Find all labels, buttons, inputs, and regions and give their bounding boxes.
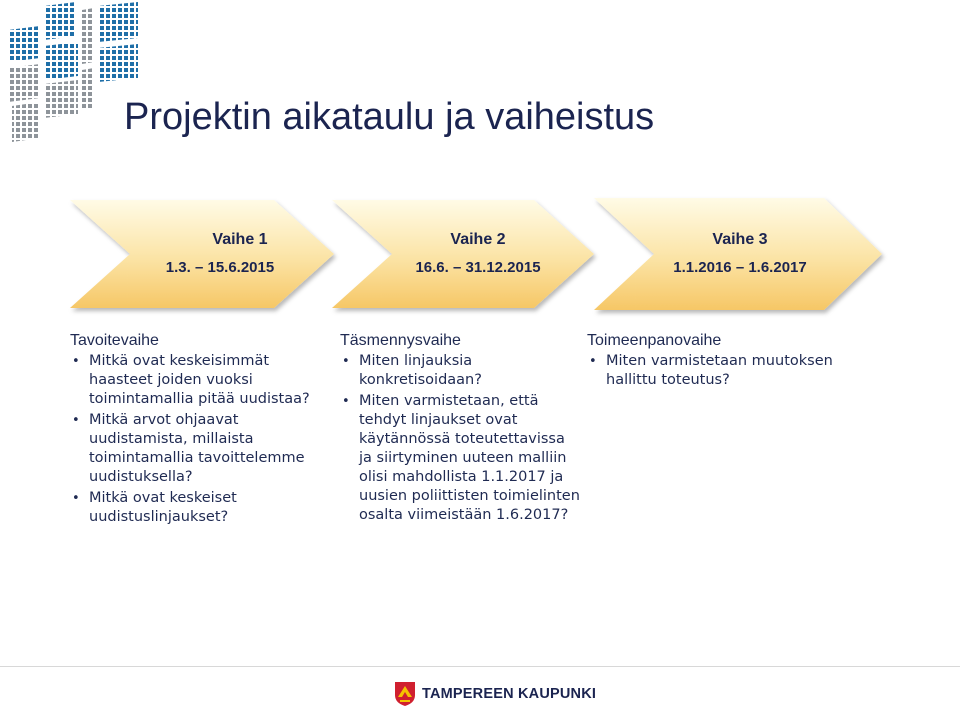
phase-1-name: Vaihe 1 bbox=[212, 231, 268, 248]
bullet-list bbox=[587, 352, 857, 390]
column-heading: Tavoitevaihe bbox=[70, 332, 159, 349]
column-toimeenpanovaihe bbox=[587, 331, 857, 392]
bullet-item: • Miten linjauksia konkretisoidaan? bbox=[340, 352, 580, 390]
city-crest-icon bbox=[394, 681, 416, 707]
column-tasmennysvaihe bbox=[340, 331, 580, 527]
phase-2-label bbox=[358, 226, 598, 282]
phase-3-label bbox=[620, 226, 860, 282]
footer bbox=[394, 680, 596, 708]
bullet-list bbox=[70, 352, 310, 527]
column-heading: Toimeenpanovaihe bbox=[587, 332, 722, 349]
phase-3-dates: 1.1.2016 – 1.6.2017 bbox=[673, 259, 807, 276]
phase-1-label bbox=[100, 226, 340, 282]
organization-logo bbox=[4, 2, 142, 142]
slide-title: Projektin aikataulu ja vaiheistus bbox=[124, 96, 655, 138]
bullet-item: • Miten varmistetaan muutoksen hallittu toteutus? bbox=[587, 352, 857, 390]
phase-2-name: Vaihe 2 bbox=[450, 231, 506, 248]
phase-3-name: Vaihe 3 bbox=[712, 231, 768, 248]
bullet-item: • Miten varmistetaan, että tehdyt linjaukset ovat käytännössä toteutettavissa ja siirtyminen uuteen malliin olisi mahdollista 1.1.2017 ja uusien poliittisten toimielinten osalta viimeistään 1.6.2017? bbox=[340, 392, 580, 525]
organization-name: TAMPEREEN KAUPUNKI bbox=[422, 686, 597, 702]
phase-1-dates: 1.3. – 15.6.2015 bbox=[165, 259, 275, 276]
bullet-item: • Mitkä ovat keskeisimmät haasteet joiden vuoksi toimintamallia pitää uudistaa? bbox=[70, 352, 310, 409]
bullet-item: • Mitkä ovat keskeiset uudistuslinjaukset? bbox=[70, 489, 310, 527]
column-tavoitevaihe bbox=[70, 331, 310, 529]
column-heading: Täsmennysvaihe bbox=[340, 332, 461, 349]
bullet-list bbox=[340, 352, 580, 525]
bullet-item: • Mitkä arvot ohjaavat uudistamista, millaista toimintamallia tavoittelemme uudistuksella? bbox=[70, 411, 310, 487]
phase-2-dates: 16.6. – 31.12.2015 bbox=[415, 259, 541, 276]
footer-divider bbox=[0, 666, 960, 667]
